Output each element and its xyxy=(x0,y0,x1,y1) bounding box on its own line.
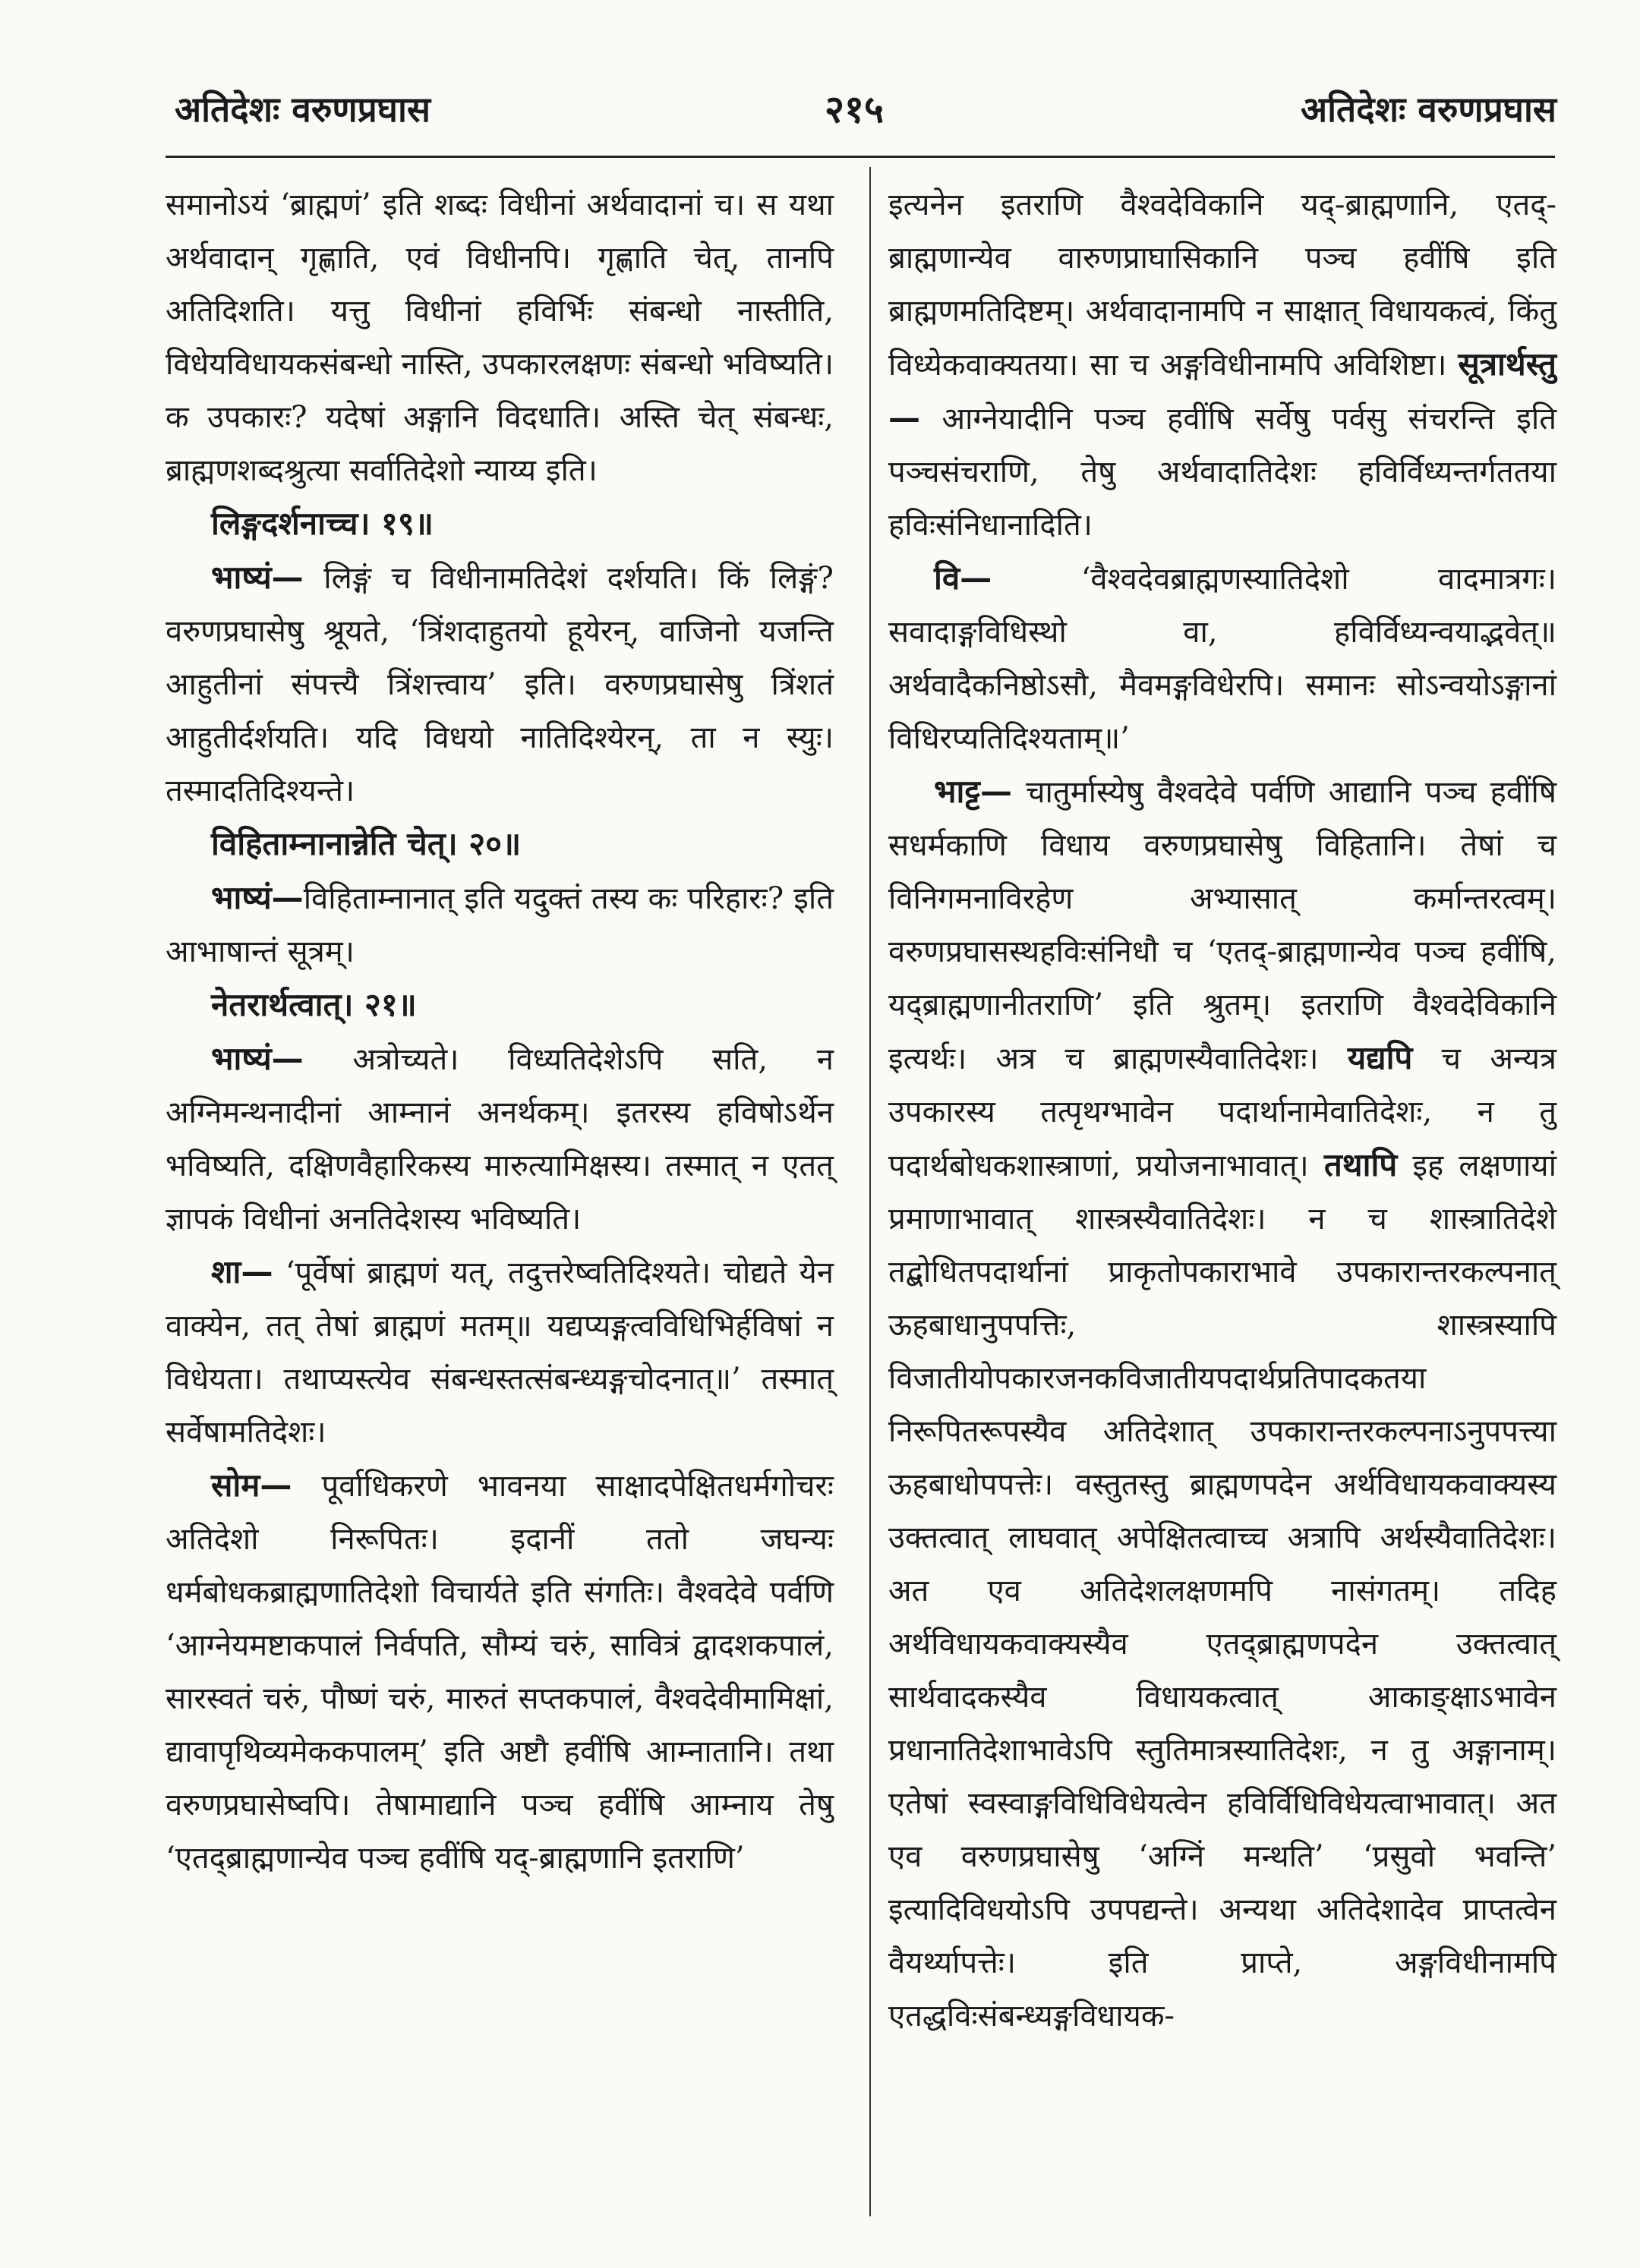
running-header xyxy=(152,76,1556,144)
right-column xyxy=(888,178,1556,2043)
sutra-heading: नेतरार्थत्वात्। २१॥ xyxy=(211,986,417,1023)
header-right-title: अतिदेशः वरुणप्रघास xyxy=(1300,89,1556,130)
paragraph: वि— ‘वैश्वदेवब्राह्मणस्यातिदेशो वादमात्रगः। सवादाङ्गविधिस्थो वा, हविर्विध्यन्वयाद्भवेत्॥ अर्थवादैकनिष्ठोऽसौ, मैवमङ्गविधेरपि। समानः सोऽन्वयोऽङ्गानां विधिरप्यतिदिश्यताम्॥’ xyxy=(888,559,1557,756)
paragraph: शा— ‘पूर्वेषां ब्राह्मणं यत्, तदुत्तरेष्वतिदिश्यते। चोद्यते येन वाक्येन, तत् तेषां ब्राह्मणं मतम्॥ यद्यप्यङ्गत्वविधिभिर्हविषां न विधेयता। तथाप्यस्त्येव संबन्धस्तत्संबन्ध्यङ्गचोदनात्॥’ तस्मात् सर्वेषामतिदेशः। xyxy=(166,1253,834,1450)
paragraph: भाष्यं— अत्रोच्यते। विध्यतिदेशेऽपि सति, न अग्निमन्थनादीनां आम्नानं अनर्थकम्। इतरस्य हविषोऽर्थेन भविष्यति, दक्षिणवैहारिकस्य मारुत्यामिक्षस्य। तस्मात् न एतत् ज्ञापकं विधीनां अनतिदेशस्य भविष्यति। xyxy=(166,1040,834,1236)
page-number: २१५ xyxy=(825,87,884,131)
left-column xyxy=(166,178,834,1885)
paragraph: भाष्यं— लिङ्गं च विधीनामतिदेशं दर्शयति। किं लिङ्गं? वरुणप्रघासेषु श्रूयते, ‘त्रिंशदाहुतयो हूयेरन्, वाजिनो यजन्ति आहुतीनां संपत्त्यै त्रिंशत्त्वाय’ इति। वरुणप्रघासेषु त्रिंशतं आहुतीर्दर्शयति। यदि विधयो नातिदिश्येरन्, ता न स्युः। तस्मादतिदिश्यन्ते। xyxy=(166,559,834,808)
paragraph: सोम— पूर्वाधिकरणे भावनया साक्षादपेक्षितधर्मगोचरः अतिदेशो निरूपितः। इदानीं ततो जघन्यः धर्मबोधकब्राह्मणातिदेशो विचार्यते इति संगतिः। वैश्वदेवे पर्वणि ‘आग्नेयमष्टाकपालं निर्वपति, सौम्यं चरुं, सावित्रं द्वादशकपालं, सारस्वतं चरुं, पौष्णं चरुं, मारुतं सप्तकपालं, वैश्वदेवीमामिक्षां, द्यावापृथिव्यमेककपालम्’ इति अष्टौ हवींषि आम्नातानि। तथा वरुणप्रघासेष्वपि। तेषामाद्यानि पञ्च हवींषि आम्नाय तेषु ‘एतद्ब्राह्मणान्येव पञ्च हवींषि यद्-ब्राह्मणानि इतराणि’ xyxy=(166,1466,834,1876)
paragraph: भाष्यं—विहिताम्नानात् इति यदुक्तं तस्य कः परिहारः? इति आभाषान्तं सूत्रम्। xyxy=(166,879,834,969)
paragraph: इत्यनेन इतराणि वैश्वदेविकानि यद्-ब्राह्मणानि, एतद्-ब्राह्मणान्येव वारुणप्राघासिकानि पञ्च हवींषि इति ब्राह्मणमतिदिष्टम्। अर्थवादानामपि न साक्षात् विधायकत्वं, किंतु विध्येकवाक्यतया। सा च अङ्गविधीनामपि अविशिष्टा। सूत्रार्थस्तु— आग्नेयादीनि पञ्च हवींषि सर्वेषु पर्वसु संचरन्ति इति पञ्चसंचराणि, तेषु अर्थवादातिदेशः हविर्विध्यन्तर्गततया हविःसंनिधानादिति। xyxy=(888,187,1556,543)
paragraph: समानोऽयं ‘ब्राह्मणं’ इति शब्दः विधीनां अर्थवादानां च। स यथा अर्थवादान् गृह्णाति, एवं विधीनपि। गृह्णाति चेत्, तानपि अतिदिशति। यत्तु विधीनां हविर्भिः संबन्धो नास्तीति, विधेयविधायकसंबन्धो नास्ति, उपकारलक्षणः संबन्धो भविष्यति। क उपकारः? यदेषां अङ्गानि विदधाति। अस्ति चेत् संबन्धः, ब्राह्मणशब्दश्रुत्या सर्वातिदेशो न्याय्य इति। xyxy=(166,187,834,488)
sutra-heading: लिङ्गदर्शनाच्च। १९॥ xyxy=(211,505,434,542)
paragraph: भाट्ट— चातुर्मास्येषु वैश्वदेवे पर्वणि आद्यानि पञ्च हवींषि सधर्मकाणि विधाय वरुणप्रघासेषु विहितानि। तेषां च विनिगमनाविरहेण अभ्यासात् कर्मान्तरत्वम्। वरुणप्रघासस्थहविःसंनिधौ च ‘एतद्-ब्राह्मणान्येव पञ्च हवींषि, यद्ब्राह्मणानीतराणि’ इति श्रुतम्। इतराणि वैश्वदेविकानि इत्यर्थः। अत्र च ब्राह्मणस्यैवातिदेशः। यद्यपि च अन्यत्र उपकारस्य तत्पृथग्भावेन पदार्थानामेवातिदेशः, न तु पदार्थबोधकशास्त्राणां, प्रयोजनाभावात्। तथापि इह लक्षणायां प्रमाणाभावात् शास्त्रस्यैवातिदेशः। न च शास्त्रातिदेशे तद्बोधितपदार्थानां प्राकृतोपकाराभावे उपकारान्तरकल्पनात् ऊहबाधानुपपत्तिः, शास्त्रस्यापि विजातीयोपकारजनकविजातीयपदार्थप्रतिपादकतया निरूपितरूपस्यैव अतिदेशात् उपकारान्तरकल्पनाऽनुपपत्त्या ऊहबाधोपपत्तेः। वस्तुतस्तु ब्राह्मणपदेन अर्थविधायकवाक्यस्य उक्तत्वात् लाघवात् अपेक्षितत्वाच्च अत्रापि अर्थस्यैवातिदेशः। अत एव अतिदेशलक्षणमपि नासंगतम्। तदिह अर्थविधायकवाक्यस्यैव एतद्ब्राह्मणपदेन उक्तत्वात् सार्थवादकस्यैव विधायकत्वात् आकाङ्क्षाऽभावेन प्रधानातिदेशाभावेऽपि स्तुतिमात्रस्यातिदेशः, न तु अङ्गानाम्। एतेषां स्वस्वाङ्गविधिविधेयत्वेन हविर्विधिविधेयत्वाभावात्। अत एव वरुणप्रघासेषु ‘अग्निं मन्थति’ ‘प्रसुवो भवन्ति’ इत्यादिविधयोऽपि उपपद्यन्ते। अन्यथा अतिदेशादेव प्राप्तत्वेन वैयर्थ्यापत्तेः। इति प्राप्ते, अङ्गविधीनामपि एतद्धविःसंबन्ध्यङ्गविधायक- xyxy=(888,773,1556,2033)
sutra-heading: विहिताम्नानान्नेति चेत्। २०॥ xyxy=(211,825,522,862)
header-rule xyxy=(166,156,1555,158)
column-divider xyxy=(869,167,871,2216)
header-left-title: अतिदेशः वरुणप्रघास xyxy=(175,89,431,130)
